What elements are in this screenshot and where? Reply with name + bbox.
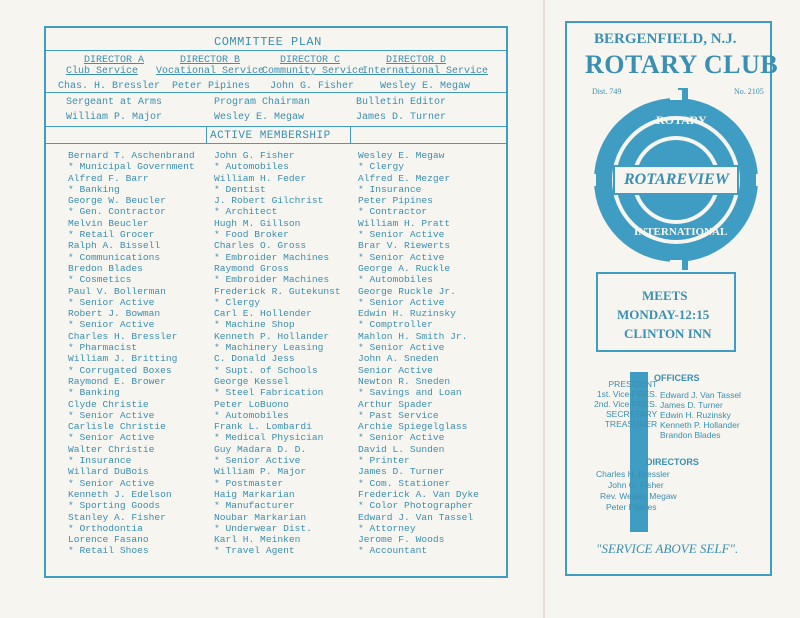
program-chair-title: Program Chairman xyxy=(214,97,311,108)
divider xyxy=(206,127,207,143)
member-line: Frank L. Lombardi xyxy=(214,421,312,433)
member-line: Willard DuBois xyxy=(68,466,149,478)
director-c-area: Community Service xyxy=(262,66,365,77)
member-line: George Ruckle Jr. xyxy=(358,285,456,297)
member-line: Hugh M. Gillson xyxy=(214,217,301,229)
member-line: William J. Britting xyxy=(68,353,178,365)
member-line: Senior Active xyxy=(358,364,433,376)
member-line: Karl H. Meinken xyxy=(214,534,301,546)
member-line: Arthur Spader xyxy=(358,398,433,410)
member-line: John A. Sneden xyxy=(358,353,439,365)
member-line: Charles H. Bressler xyxy=(68,330,178,342)
member-line: * Gen. Contractor xyxy=(68,206,166,218)
member-line: Lorence Fasano xyxy=(68,534,149,546)
member-line: Frederick A. Van Dyke xyxy=(358,488,479,500)
member-line: Peter LoBuono xyxy=(214,398,289,410)
bulletin-editor-name: James D. Turner xyxy=(356,112,447,123)
member-line: * Senior Active xyxy=(68,432,155,444)
member-line: Newton R. Sneden xyxy=(358,375,451,387)
directors-list: Charles H. Bressler John G. Fisher Rev. Wesley Megaw Peter Pipines xyxy=(596,469,677,512)
member-line: * Automobiles xyxy=(358,274,433,286)
member-line: * Corrugated Boxes xyxy=(68,364,172,376)
member-line: * Machinery Leasing xyxy=(214,342,324,354)
member-line: Alfred F. Barr xyxy=(68,172,149,184)
member-line: Walter Christie xyxy=(68,443,155,455)
member-line: Guy Madara D. D. xyxy=(214,443,307,455)
member-line: * Banking xyxy=(68,387,120,399)
directors-title: DIRECTORS xyxy=(646,457,699,467)
bulletin-editor-title: Bulletin Editor xyxy=(356,97,447,108)
member-column-3 xyxy=(358,150,479,557)
member-line: * Medical Physician xyxy=(214,432,324,444)
club-name: ROTARY CLUB xyxy=(585,50,779,79)
member-line: * Senior Active xyxy=(358,229,445,241)
member-line: Jerome F. Woods xyxy=(358,534,445,546)
director-b-name: Peter Pipines xyxy=(172,81,251,92)
member-line: Kenneth P. Hollander xyxy=(214,330,330,342)
member-line: * Communications xyxy=(68,251,161,263)
member-line: * Food Broker xyxy=(214,229,289,241)
member-line: * Senior Active xyxy=(68,409,155,421)
town-name: BERGENFIELD, N.J. xyxy=(594,31,737,47)
member-line: * Past Service xyxy=(358,409,439,421)
member-line: * Dentist xyxy=(214,183,266,195)
member-line: John G. Fisher xyxy=(214,150,295,161)
member-line: * Savings and Loan xyxy=(358,387,462,399)
member-line: Charles O. Gross xyxy=(214,240,307,252)
member-line: C. Donald Jess xyxy=(214,353,295,365)
member-line: * Color Photographer xyxy=(358,500,474,512)
club-motto: "SERVICE ABOVE SELF". xyxy=(596,541,739,556)
member-line: * Automobiles xyxy=(214,409,289,421)
member-line: Ralph A. Bissell xyxy=(68,240,161,252)
program-chair-name: Wesley E. Megaw xyxy=(214,112,305,123)
member-line: * Postmaster xyxy=(214,477,284,489)
member-line: * Senior Active xyxy=(68,319,155,331)
member-line: Mahlon H. Smith Jr. xyxy=(358,330,468,342)
member-line: * Manufacturer xyxy=(214,500,295,512)
member-line: * Banking xyxy=(68,183,120,195)
member-line: George W. Beucler xyxy=(68,195,166,207)
member-line: * Retail Grocer xyxy=(68,229,155,241)
member-line: Stanley A. Fisher xyxy=(68,511,166,523)
member-line: * Underwear Dist. xyxy=(214,522,312,534)
officers-title: OFFICERS xyxy=(654,373,700,383)
director-a-role: DIRECTOR A xyxy=(84,55,145,66)
member-line: Raymond Gross xyxy=(214,262,289,274)
member-line: * Embroider Machines xyxy=(214,274,330,286)
director-b-area: Vocational Service xyxy=(156,66,265,77)
officer-titles: PRESIDENT 1st. Vice PRES. 2nd. Vice PRES. SECRETARY TREASURER xyxy=(594,379,658,429)
member-line: * Travel Agent xyxy=(214,545,295,557)
divider xyxy=(46,92,506,93)
member-line: Peter Pipines xyxy=(358,195,433,207)
member-line: Raymond E. Brower xyxy=(68,375,166,387)
meets-label: MEETS xyxy=(642,288,688,303)
member-line: * Insurance xyxy=(68,455,132,467)
sergeant-name: William P. Major xyxy=(66,112,163,123)
emblem-top-text: ROTARY xyxy=(656,113,707,127)
member-line: * Senior Active xyxy=(68,296,155,308)
member-line: * Machine Shop xyxy=(214,319,295,331)
member-line: Haig Markarian xyxy=(214,488,295,500)
member-line: * Senior Active xyxy=(358,342,445,354)
membership-title: ACTIVE MEMBERSHIP xyxy=(210,130,331,142)
member-line: Edward J. Van Tassel xyxy=(358,511,474,523)
director-a-name: Chas. H. Bressler xyxy=(58,81,161,92)
member-line: * Clergy xyxy=(358,161,405,173)
member-column-1 xyxy=(68,150,195,557)
member-line: Archie Spiegelglass xyxy=(358,421,468,433)
meeting-time: MONDAY-12:15 xyxy=(617,307,710,322)
member-line: * Steel Fabrication xyxy=(214,387,324,399)
director-d-role: DIRECTOR D xyxy=(386,55,447,66)
member-line: Robert J. Bowman xyxy=(68,308,161,320)
member-line: * Printer xyxy=(358,455,410,467)
member-column-2 xyxy=(214,150,341,557)
member-line: Wesley E. Megaw xyxy=(358,150,445,161)
divider xyxy=(46,126,506,127)
member-line: * Orthodontia xyxy=(68,522,143,534)
member-line: George A. Ruckle xyxy=(358,262,451,274)
member-line: Bredon Blades xyxy=(68,262,143,274)
district-number: Dist. 749 xyxy=(592,87,622,96)
member-line: * Contractor xyxy=(358,206,428,218)
member-line: Clyde Christie xyxy=(68,398,149,410)
member-line: * Insurance xyxy=(358,183,422,195)
member-line: * Com. Stationer xyxy=(358,477,451,489)
member-line: * Cosmetics xyxy=(68,274,132,286)
member-line: David L. Sunden xyxy=(358,443,445,455)
member-line: William P. Major xyxy=(214,466,307,478)
divider xyxy=(46,50,506,51)
member-line: William H. Feder xyxy=(214,172,307,184)
member-line: Paul V. Bollerman xyxy=(68,285,166,297)
member-line: * Embroider Machines xyxy=(214,251,330,263)
member-line: * Automobiles xyxy=(214,161,289,173)
director-a-area: Club Service xyxy=(66,66,139,77)
member-line: Bernard T. Aschenbrand xyxy=(68,150,195,161)
sergeant-title: Sergeant at Arms xyxy=(66,97,163,108)
member-line: Carl E. Hollender xyxy=(214,308,312,320)
director-d-name: Wesley E. Megaw xyxy=(380,81,471,92)
member-line: * Retail Shoes xyxy=(68,545,149,557)
member-line: * Architect xyxy=(214,206,278,218)
emblem-bottom-text: INTERNATIONAL xyxy=(634,226,728,238)
director-b-role: DIRECTOR B xyxy=(180,55,241,66)
member-line: Kenneth J. Edelson xyxy=(68,488,172,500)
member-line: Frederick R. Gutekunst xyxy=(214,285,341,297)
member-line: Brar V. Riewerts xyxy=(358,240,451,252)
member-line: * Senior Active xyxy=(358,432,445,444)
director-c-role: DIRECTOR C xyxy=(280,55,341,66)
meeting-place: CLINTON INN xyxy=(624,326,712,341)
divider xyxy=(350,127,351,143)
member-line: James D. Turner xyxy=(358,466,445,478)
member-line: Melvin Beucler xyxy=(68,217,149,229)
member-line: J. Robert Gilchrist xyxy=(214,195,324,207)
officer-names: Edward J. Van Tassel James D. Turner Edwin H. Ruzinsky Kenneth P. Hollander Brandon Blades xyxy=(660,390,741,440)
member-line: * Senior Active xyxy=(68,477,155,489)
member-line: * Clergy xyxy=(214,296,261,308)
member-line: William H. Pratt xyxy=(358,217,451,229)
member-line: * Accountant xyxy=(358,545,428,557)
member-line: * Pharmacist xyxy=(68,342,138,354)
member-line: George Kessel xyxy=(214,375,289,387)
member-line: * Sporting Goods xyxy=(68,500,161,512)
member-line: * Attorney xyxy=(358,522,416,534)
member-line: * Municipal Government xyxy=(68,161,195,173)
club-number: No. 2105 xyxy=(734,87,764,96)
member-line: * Comptroller xyxy=(358,319,433,331)
member-line: Carlisle Christie xyxy=(68,421,166,433)
emblem-center-text: ROTAREVIEW xyxy=(624,171,729,188)
member-line: Alfred E. Mezger xyxy=(358,172,451,184)
member-line: * Senior Active xyxy=(358,296,445,308)
member-line: * Supt. of Schools xyxy=(214,364,318,376)
member-line: Edwin H. Ruzinsky xyxy=(358,308,456,320)
member-line: * Senior Active xyxy=(214,455,301,467)
committee-title: COMMITTEE PLAN xyxy=(214,35,322,49)
member-line: Noubar Markarian xyxy=(214,511,307,523)
director-d-area: International Service xyxy=(362,66,489,77)
director-c-name: John G. Fisher xyxy=(270,81,355,92)
divider xyxy=(46,143,506,144)
fold-line xyxy=(543,0,545,618)
member-line: * Senior Active xyxy=(358,251,445,263)
